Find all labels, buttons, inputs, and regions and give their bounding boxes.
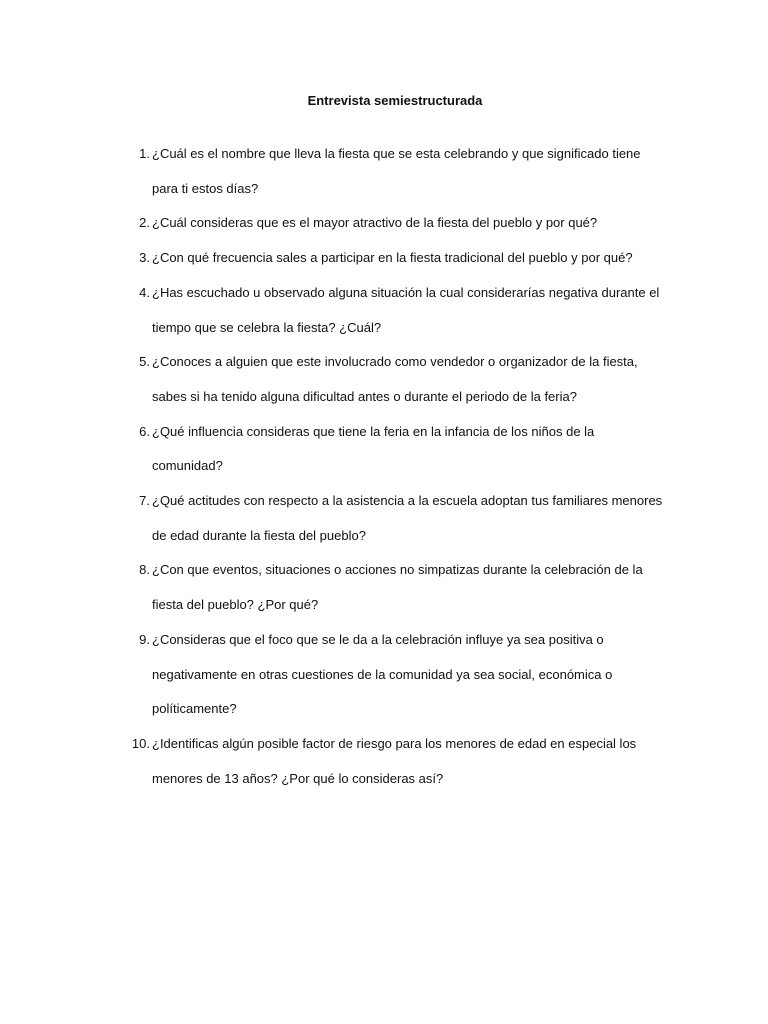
question-item-5 [124,345,664,414]
question-number: 7. [139,493,150,509]
question-text: ¿Qué influencia consideras que tiene la feria en la infancia de los niños de la comunidad? [152,423,595,474]
question-number: 5. [139,354,150,370]
question-text: ¿Qué actitudes con respecto a la asistencia a la escuela adoptan tus familiares menores de edad durante la fiesta del pueblo? [152,493,663,543]
question-text: ¿Cuál consideras que es el mayor atractivo de la fiesta del pueblo y por qué? [152,215,598,231]
question-number: 1. [139,146,150,161]
document-title: Entrevista semiestructurada [307,93,483,108]
question-item-1 [124,137,664,206]
question-item-2 [124,206,664,241]
question-number: 9. [139,631,150,647]
question-number: 10. [131,735,150,751]
question-item-10 [124,727,664,796]
question-text: ¿Consideras que el foco que se le da a la celebración influye ya sea positiva o negativamente en otras cuestiones de la comunidad ya sea social, económica o políticamente? [152,631,613,717]
question-number: 8. [139,562,150,578]
question-number: 4. [139,284,150,300]
question-text: ¿Cuál es el nombre que lleva la fiesta que se esta celebrando y que significado tiene para ti estos días? [152,146,641,196]
question-number: 2. [139,215,150,231]
question-text: ¿Has escuchado u observado alguna situación la cual considerarías negativa durante el tiempo que se celebra la fiesta? ¿Cuál? [152,284,660,335]
question-item-9 [124,623,664,727]
question-text: ¿Con que eventos, situaciones o acciones no simpatizas durante la celebración de la fiesta del pueblo? ¿Por qué? [152,562,643,613]
question-text: ¿Identificas algún posible factor de riesgo para los menores de edad en especial los menores de 13 años? ¿Por qué lo consideras así? [152,735,637,786]
question-text: ¿Conoces a alguien que este involucrado como vendedor o organizador de la fiesta, sabes si ha tenido alguna dificultad antes o durante el periodo de la feria? [152,354,638,404]
question-item-7 [124,484,664,553]
question-item-6 [124,415,664,484]
question-item-8 [124,553,664,622]
question-item-4 [124,276,664,345]
question-text: ¿Con qué frecuencia sales a participar en la fiesta tradicional del pueblo y por qué? [152,250,633,266]
question-number: 3. [139,250,150,266]
question-list [124,137,664,796]
question-item-3 [124,241,664,276]
question-number: 6. [139,423,150,439]
